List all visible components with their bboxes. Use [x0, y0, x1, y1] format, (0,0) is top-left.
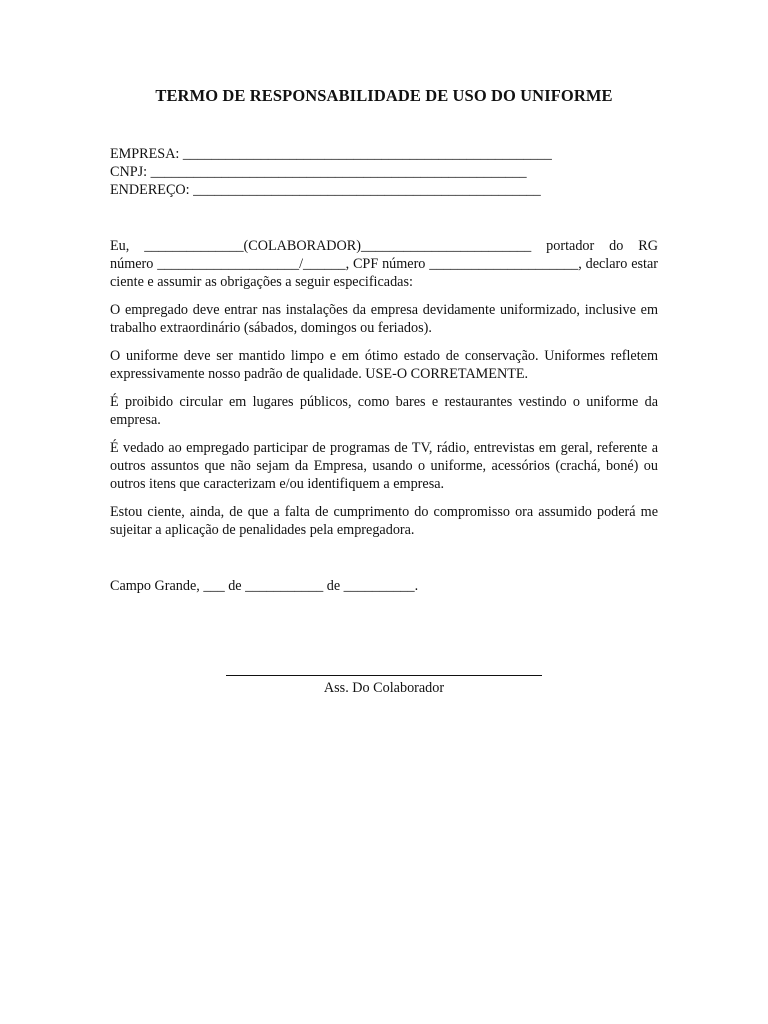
signature-label: Ass. Do Colaborador: [323, 680, 445, 696]
obligation-paragraph-4: É vedado ao empregado participar de programas de TV, rádio, entrevistas em geral, referente a outros assuntos que não sejam da Empresa, usando o uniforme, acessórios (crachá, boné) ou outros itens que caracterizam e/ou identifiquem a empresa.: [110, 440, 658, 492]
obligation-paragraph-2: O uniforme deve ser mantido limpo e em ótimo estado de conservação. Uniformes refletem expressivamente nosso padrão de qualidade. USE-O CORRETAMENTE.: [110, 348, 658, 382]
company-fields: [110, 145, 670, 199]
place-date-line: Campo Grande, ___ de ___________ de __________.: [110, 578, 419, 594]
document-title: TERMO DE RESPONSABILIDADE DE USO DO UNIFORME: [155, 86, 613, 105]
acknowledgement-paragraph: Estou ciente, ainda, de que a falta de cumprimento do compromisso ora assumido poderá me sujeitar a aplicação de penalidades pela empregadora.: [110, 504, 658, 538]
empresa-field: EMPRESA: ____________________________________________________: [110, 146, 552, 162]
signature-line: [226, 675, 542, 676]
intro-declaration: Eu, ______________(COLABORADOR)________________________ portador do RG número ____________________/______, CPF número _____________________, declaro estar ciente e assumir as obrigações a seguir especificadas:: [110, 238, 658, 290]
obligation-paragraph-1: O empregado deve entrar nas instalações da empresa devidamente uniformizado, inclusive em trabalho extraordinário (sábados, domingos ou feriados).: [110, 302, 658, 336]
obligation-paragraph-3: É proibido circular em lugares públicos, como bares e restaurantes vestindo o uniforme da empresa.: [110, 394, 658, 428]
cnpj-field: CNPJ: _____________________________________________________: [110, 164, 527, 180]
endereco-field: ENDEREÇO: _________________________________________________: [110, 182, 541, 198]
